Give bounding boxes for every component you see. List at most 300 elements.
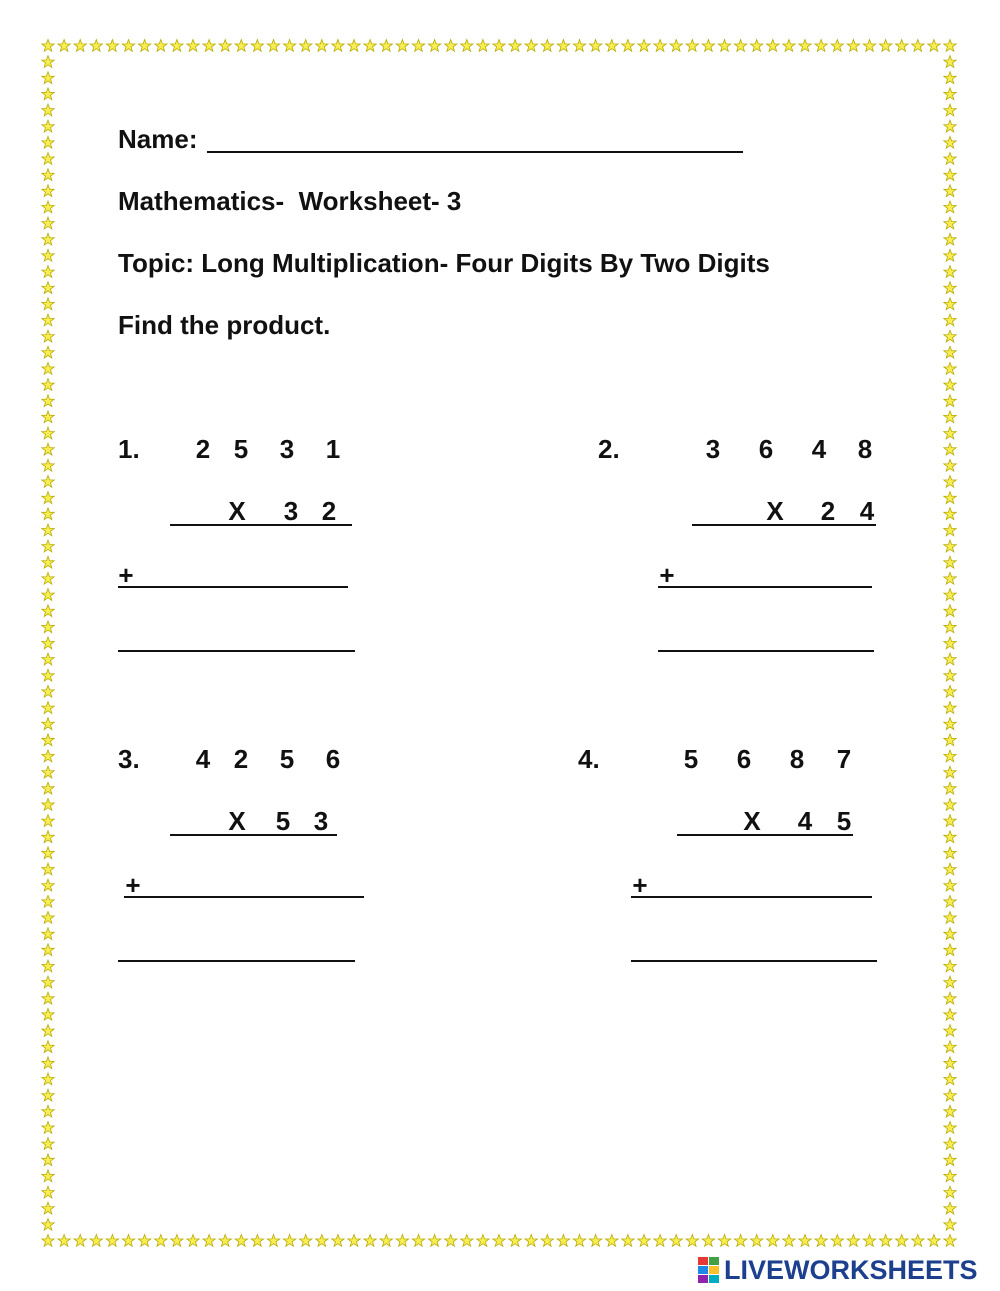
star-icon xyxy=(944,427,956,439)
star-icon xyxy=(847,40,859,52)
star-icon xyxy=(944,1154,956,1166)
bottom-digit: 5 xyxy=(836,806,852,836)
star-icon xyxy=(122,40,134,52)
times-sign: X xyxy=(228,806,246,836)
star-icon xyxy=(477,40,489,52)
star-icon xyxy=(944,266,956,278)
star-icon xyxy=(944,395,956,407)
star-icon xyxy=(573,1235,585,1247)
star-icon xyxy=(944,217,956,229)
star-icon xyxy=(944,120,956,132)
top-digit: 6 xyxy=(325,744,341,774)
star-icon xyxy=(944,637,956,649)
star-icon xyxy=(42,1025,54,1037)
star-icon xyxy=(187,1235,199,1247)
star-icon xyxy=(751,40,763,52)
star-icon xyxy=(799,40,811,52)
star-icon xyxy=(944,185,956,197)
star-icon xyxy=(90,40,102,52)
answer-line[interactable] xyxy=(658,650,874,652)
star-icon xyxy=(541,40,553,52)
star-icon xyxy=(944,1138,956,1150)
star-icon xyxy=(831,40,843,52)
star-icon xyxy=(912,1235,924,1247)
star-icon xyxy=(944,734,956,746)
star-icon xyxy=(316,1235,328,1247)
star-icon xyxy=(283,1235,295,1247)
star-icon xyxy=(42,669,54,681)
star-icon xyxy=(428,40,440,52)
star-icon xyxy=(42,1057,54,1069)
star-icon xyxy=(42,815,54,827)
star-icon xyxy=(138,1235,150,1247)
star-icon xyxy=(42,960,54,972)
star-icon xyxy=(380,1235,392,1247)
star-icon xyxy=(944,153,956,165)
star-icon xyxy=(767,40,779,52)
problem-number: 3. xyxy=(118,744,140,774)
star-icon xyxy=(445,1235,457,1247)
star-icon xyxy=(589,40,601,52)
star-icon xyxy=(783,1235,795,1247)
star-icon xyxy=(42,1138,54,1150)
star-icon xyxy=(42,879,54,891)
star-icon xyxy=(944,1202,956,1214)
star-icon xyxy=(42,1041,54,1053)
star-icon xyxy=(267,1235,279,1247)
star-icon xyxy=(42,1105,54,1117)
star-icon xyxy=(42,799,54,811)
star-icon xyxy=(509,40,521,52)
bottom-digit: 2 xyxy=(321,496,337,526)
star-icon xyxy=(42,330,54,342)
liveworksheets-logo-icon xyxy=(698,1257,720,1283)
bottom-digit: 4 xyxy=(859,496,875,526)
bottom-digit: 3 xyxy=(283,496,299,526)
star-icon xyxy=(42,863,54,875)
star-icon xyxy=(42,1089,54,1101)
star-icon xyxy=(944,1122,956,1134)
star-icon xyxy=(42,476,54,488)
plus-sign: + xyxy=(632,870,648,900)
star-icon xyxy=(944,330,956,342)
star-icon xyxy=(944,363,956,375)
star-icon xyxy=(106,1235,118,1247)
star-icon xyxy=(412,40,424,52)
star-icon xyxy=(42,944,54,956)
brand-text: LIVEWORKSHEETS xyxy=(724,1254,978,1285)
star-icon xyxy=(155,1235,167,1247)
star-icon xyxy=(928,40,940,52)
star-icon xyxy=(944,928,956,940)
bottom-digit: 3 xyxy=(313,806,329,836)
instruction-text: Find the product. xyxy=(118,310,331,340)
star-icon xyxy=(42,363,54,375)
star-icon xyxy=(42,847,54,859)
star-icon xyxy=(42,1073,54,1085)
star-icon xyxy=(944,1073,956,1085)
star-icon xyxy=(944,201,956,213)
times-sign: X xyxy=(743,806,761,836)
star-icon xyxy=(751,1235,763,1247)
star-icon xyxy=(380,40,392,52)
star-icon xyxy=(557,40,569,52)
top-digit: 6 xyxy=(736,744,752,774)
star-icon xyxy=(364,40,376,52)
star-icon xyxy=(42,395,54,407)
star-icon xyxy=(267,40,279,52)
star-icon xyxy=(944,508,956,520)
star-icon xyxy=(670,1235,682,1247)
top-digit: 2 xyxy=(195,434,211,464)
liveworksheets-brand[interactable] xyxy=(698,1255,978,1285)
star-icon xyxy=(42,169,54,181)
star-icon xyxy=(138,40,150,52)
star-icon xyxy=(42,104,54,116)
star-icon xyxy=(42,314,54,326)
star-icon xyxy=(944,685,956,697)
top-digit: 8 xyxy=(789,744,805,774)
star-icon xyxy=(944,944,956,956)
star-icon xyxy=(944,1105,956,1117)
plus-sign: + xyxy=(659,560,675,590)
star-icon xyxy=(879,1235,891,1247)
star-icon xyxy=(364,1235,376,1247)
star-icon xyxy=(815,40,827,52)
answer-line[interactable] xyxy=(118,650,355,652)
star-icon xyxy=(879,40,891,52)
star-icon xyxy=(42,831,54,843)
star-icon xyxy=(944,88,956,100)
star-icon xyxy=(622,1235,634,1247)
star-icon xyxy=(42,136,54,148)
star-icon xyxy=(815,1235,827,1247)
star-icon xyxy=(42,120,54,132)
star-icon xyxy=(944,556,956,568)
star-icon xyxy=(235,40,247,52)
star-icon xyxy=(944,702,956,714)
star-icon xyxy=(944,56,956,68)
top-digit: 3 xyxy=(279,434,295,464)
star-icon xyxy=(896,1235,908,1247)
star-icon xyxy=(944,847,956,859)
star-icon xyxy=(944,314,956,326)
star-icon xyxy=(944,589,956,601)
star-icon xyxy=(525,1235,537,1247)
star-icon xyxy=(251,40,263,52)
star-icon xyxy=(734,40,746,52)
star-icon xyxy=(944,379,956,391)
star-icon xyxy=(944,621,956,633)
star-icon xyxy=(42,508,54,520)
multiply-line xyxy=(170,834,337,836)
star-icon xyxy=(42,992,54,1004)
star-icon xyxy=(944,669,956,681)
star-icon xyxy=(944,992,956,1004)
star-icon xyxy=(944,976,956,988)
star-icon xyxy=(944,104,956,116)
star-icon xyxy=(42,718,54,730)
star-icon xyxy=(42,233,54,245)
bottom-digit: 4 xyxy=(797,806,813,836)
star-icon xyxy=(944,1170,956,1182)
star-icon xyxy=(203,1235,215,1247)
star-icon xyxy=(42,346,54,358)
star-icon xyxy=(42,266,54,278)
star-icon xyxy=(944,346,956,358)
star-icon xyxy=(42,153,54,165)
problem-number: 2. xyxy=(598,434,620,464)
star-icon xyxy=(42,201,54,213)
multiply-line xyxy=(677,834,853,836)
star-icon xyxy=(944,766,956,778)
star-icon xyxy=(944,879,956,891)
star-icon xyxy=(944,476,956,488)
star-icon xyxy=(944,1218,956,1230)
star-icon xyxy=(912,40,924,52)
star-icon xyxy=(944,1186,956,1198)
star-icon xyxy=(944,40,956,52)
star-icon xyxy=(863,1235,875,1247)
top-digit: 1 xyxy=(325,434,341,464)
partial-product-line[interactable] xyxy=(631,896,872,898)
star-icon xyxy=(42,685,54,697)
star-icon xyxy=(396,40,408,52)
star-icon xyxy=(944,249,956,261)
plus-sign: + xyxy=(118,560,134,590)
star-icon xyxy=(686,40,698,52)
star-icon xyxy=(944,443,956,455)
star-icon xyxy=(944,799,956,811)
name-label: Name: xyxy=(118,124,198,154)
star-icon xyxy=(348,40,360,52)
star-icon xyxy=(58,40,70,52)
star-icon xyxy=(283,40,295,52)
top-digit: 5 xyxy=(233,434,249,464)
partial-product-line[interactable] xyxy=(658,586,872,588)
star-icon xyxy=(944,169,956,181)
star-icon xyxy=(493,40,505,52)
star-icon xyxy=(944,282,956,294)
star-icon xyxy=(171,40,183,52)
star-icon xyxy=(316,40,328,52)
star-icon xyxy=(332,40,344,52)
star-icon xyxy=(42,976,54,988)
star-icon xyxy=(944,72,956,84)
star-icon xyxy=(589,1235,601,1247)
star-icon xyxy=(42,1122,54,1134)
star-icon xyxy=(106,40,118,52)
star-icon xyxy=(42,766,54,778)
multiply-line xyxy=(692,524,876,526)
top-digit: 5 xyxy=(683,744,699,774)
star-icon xyxy=(42,1186,54,1198)
star-icon xyxy=(863,40,875,52)
star-icon xyxy=(42,524,54,536)
star-icon xyxy=(445,40,457,52)
star-icon xyxy=(412,1235,424,1247)
star-icon xyxy=(42,750,54,762)
star-icon xyxy=(42,928,54,940)
star-icon xyxy=(42,1154,54,1166)
star-icon xyxy=(622,40,634,52)
times-sign: X xyxy=(766,496,784,526)
top-digit: 3 xyxy=(705,434,721,464)
star-icon xyxy=(42,249,54,261)
star-icon xyxy=(42,1008,54,1020)
star-icon xyxy=(155,40,167,52)
partial-product-line[interactable] xyxy=(118,586,348,588)
partial-product-line[interactable] xyxy=(124,896,364,898)
star-icon xyxy=(944,750,956,762)
star-icon xyxy=(42,637,54,649)
star-icon xyxy=(944,912,956,924)
topic-line: Topic: Long Multiplication- Four Digits By Two Digits xyxy=(118,248,770,278)
star-icon xyxy=(122,1235,134,1247)
star-icon xyxy=(944,960,956,972)
star-icon xyxy=(74,40,86,52)
star-icon xyxy=(944,524,956,536)
star-icon xyxy=(734,1235,746,1247)
top-digit: 8 xyxy=(857,434,873,464)
star-icon xyxy=(42,734,54,746)
star-icon xyxy=(509,1235,521,1247)
star-icon xyxy=(944,411,956,423)
star-icon xyxy=(42,895,54,907)
bottom-digit: 2 xyxy=(820,496,836,526)
star-icon xyxy=(42,540,54,552)
star-icon xyxy=(944,1235,956,1247)
star-icon xyxy=(928,1235,940,1247)
answer-line[interactable] xyxy=(631,960,877,962)
star-icon xyxy=(783,40,795,52)
star-icon xyxy=(944,718,956,730)
answer-line[interactable] xyxy=(118,960,355,962)
star-icon xyxy=(702,1235,714,1247)
star-icon xyxy=(171,1235,183,1247)
star-icon xyxy=(461,40,473,52)
star-icon xyxy=(525,40,537,52)
star-icon xyxy=(654,40,666,52)
star-icon xyxy=(831,1235,843,1247)
times-sign: X xyxy=(228,496,246,526)
star-icon xyxy=(42,589,54,601)
star-icon xyxy=(42,605,54,617)
star-icon xyxy=(42,217,54,229)
star-icon xyxy=(42,702,54,714)
star-icon xyxy=(944,459,956,471)
star-icon xyxy=(42,1218,54,1230)
star-icon xyxy=(42,185,54,197)
star-icon xyxy=(461,1235,473,1247)
name-answer-line[interactable] xyxy=(207,151,743,153)
star-icon xyxy=(203,40,215,52)
star-icon xyxy=(944,863,956,875)
star-icon xyxy=(702,40,714,52)
star-icon xyxy=(42,492,54,504)
star-icon xyxy=(493,1235,505,1247)
star-icon xyxy=(42,72,54,84)
star-icon xyxy=(42,459,54,471)
star-icon xyxy=(944,540,956,552)
star-icon xyxy=(944,1057,956,1069)
star-icon xyxy=(428,1235,440,1247)
star-icon xyxy=(718,40,730,52)
star-icon xyxy=(944,492,956,504)
star-icon xyxy=(944,298,956,310)
star-icons xyxy=(42,40,956,1247)
star-icon xyxy=(573,40,585,52)
star-icon xyxy=(896,40,908,52)
star-icon xyxy=(42,556,54,568)
star-icon xyxy=(638,40,650,52)
star-icon xyxy=(348,1235,360,1247)
star-icon xyxy=(541,1235,553,1247)
star-icon xyxy=(606,40,618,52)
star-icon xyxy=(944,653,956,665)
top-digit: 4 xyxy=(195,744,211,774)
star-icon xyxy=(42,427,54,439)
star-icon xyxy=(42,572,54,584)
star-icon xyxy=(235,1235,247,1247)
star-icon xyxy=(332,1235,344,1247)
top-digit: 4 xyxy=(811,434,827,464)
star-icon xyxy=(42,621,54,633)
top-digit: 5 xyxy=(279,744,295,774)
star-icon xyxy=(606,1235,618,1247)
star-icon xyxy=(944,1025,956,1037)
star-icon xyxy=(944,815,956,827)
star-icon xyxy=(42,298,54,310)
star-icon xyxy=(74,1235,86,1247)
multiply-line xyxy=(170,524,352,526)
star-icon xyxy=(847,1235,859,1247)
star-icon xyxy=(944,1041,956,1053)
star-icon xyxy=(42,1202,54,1214)
star-icon xyxy=(58,1235,70,1247)
star-icon xyxy=(670,40,682,52)
star-icon xyxy=(944,605,956,617)
star-icon xyxy=(42,88,54,100)
star-icon xyxy=(477,1235,489,1247)
star-icon xyxy=(686,1235,698,1247)
star-icon xyxy=(944,572,956,584)
star-icon xyxy=(944,1089,956,1101)
top-digit: 6 xyxy=(758,434,774,464)
star-icon xyxy=(638,1235,650,1247)
bottom-digit: 5 xyxy=(275,806,291,836)
star-icon xyxy=(396,1235,408,1247)
star-icon xyxy=(251,1235,263,1247)
star-icon xyxy=(42,782,54,794)
star-icon xyxy=(799,1235,811,1247)
star-icon xyxy=(42,40,54,52)
star-icon xyxy=(944,782,956,794)
star-icon xyxy=(654,1235,666,1247)
star-icon xyxy=(767,1235,779,1247)
star-icon xyxy=(42,1235,54,1247)
star-icon xyxy=(42,379,54,391)
star-icon xyxy=(42,282,54,294)
star-icon xyxy=(42,411,54,423)
star-icon xyxy=(42,56,54,68)
star-icon xyxy=(944,136,956,148)
star-icon xyxy=(944,831,956,843)
star-icon xyxy=(219,1235,231,1247)
top-digit: 7 xyxy=(836,744,852,774)
star-icon xyxy=(42,443,54,455)
star-icon xyxy=(42,912,54,924)
